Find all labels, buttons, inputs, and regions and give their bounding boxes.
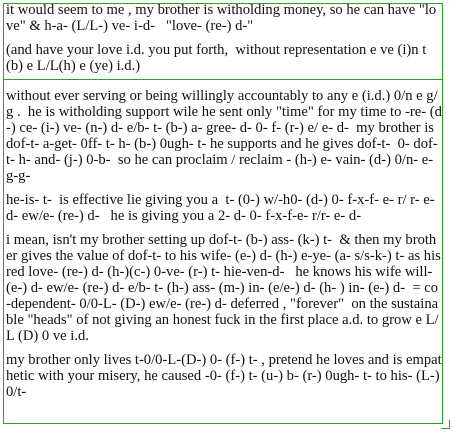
paragraph-1: it would seem to me , my brother is witholding money, so he can have "love" & h-a- (L/L-) ve- i-d- "love- (re-) d-" <box>6 2 437 34</box>
paragraph-4: he-is- t- is effective lie giving you a t- (0-) w/-h0- (d-) 0- f-x-f- e- r/ r- e- d- ew/e- (re-) d- he is giving you a 2- d- 0- f-x-f-e- r/r- e- d- <box>6 192 439 224</box>
paragraph-gap <box>4 34 442 42</box>
paragraph-2: (and have your love i.d. you put forth, without representation e ve (i)n t (b) e L/L(h) e (ye) i.d.) <box>6 42 430 74</box>
paragraph-6: my brother only lives t-0/0-L-(D-) 0- (f-) t- , pretend he loves and is empathetic with your misery, he caused -0- (f-) t- (u-) b- (r-) 0ugh- t- to his- (L-) 0/t- <box>6 352 444 400</box>
paragraph-3: without ever serving or being willingly accountably to any e (i.d.) 0/n e g/g . he is witholding support wile he sent only "time" for my time to -re- (d-) ce- (i-) ve- (n-) d- e/b- t- (b-) a- gree- d- 0- f- (r-) e/ e- d- my brother is dof-t- a-get- 0ff- t- h- (b-) 0ugh- t- he supports and he gives dof-t- 0- dof- t- h- and- (j-) 0-b- so he can proclaim / reclaim - (h-) e- vain- (d-) 0/n- e- g-g- <box>6 88 442 184</box>
resize-grip-icon[interactable] <box>441 420 450 429</box>
paragraph-gap <box>4 344 442 352</box>
paragraph-gap <box>4 184 442 192</box>
paragraph-gap <box>4 80 442 88</box>
paragraph-gap <box>4 224 442 232</box>
document-frame <box>3 3 443 424</box>
paragraph-5: i mean, isn't my brother setting up dof-t- (b-) ass- (k-) t- & then my brother gives the value of dof-t- to his wife- (e-) d- (h-) e-ye- (a- s/s-k-) t- as his red love- (re-) d- (h-)(c-) 0-ve- (r-) t- hie-ven-d- he knows his wife will- (e-) d- ew/e- (re-) d- e/b- t- (h-) ass- (m-) in- (e/e-) d- (h- ) in- (e-) d- = co-dependent- 0/0-L- (D-) ew/e- (re-) d- deferred , "forever" on the sustainable "heads" of not giving an honest fuck in the first place a.d. to grow e L/L (D) 0 ve i.d. <box>6 232 445 344</box>
